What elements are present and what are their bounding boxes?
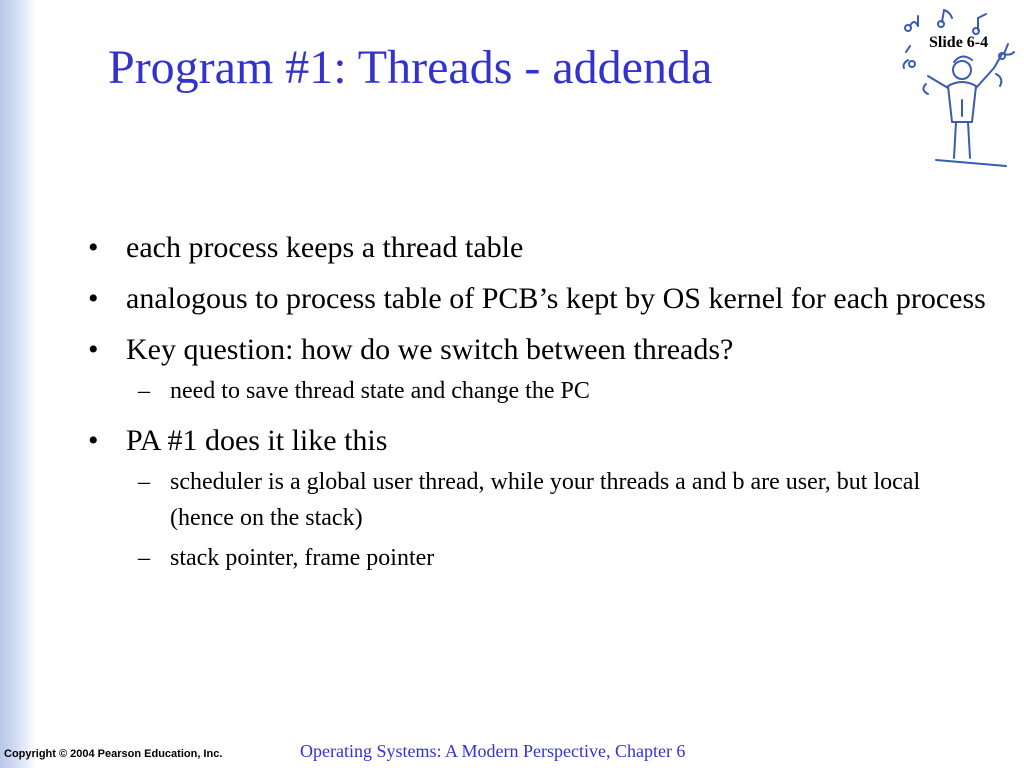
sub-bullet-item <box>86 464 986 536</box>
dash-marker: – <box>138 545 150 571</box>
sub-bullet-text: need to save thread state and change the PC <box>170 378 590 404</box>
bullet-text: PA #1 does it like this <box>126 424 388 457</box>
bullet-marker: • <box>88 424 99 457</box>
copyright-text: Copyright © 2004 Pearson Education, Inc. <box>4 748 223 760</box>
book-title-footer: Operating Systems: A Modern Perspective, Chapter 6 <box>300 741 686 761</box>
sub-bullet-item <box>86 540 986 576</box>
slide-number: Slide 6-4 <box>929 34 989 51</box>
sub-bullet-text: stack pointer, frame pointer <box>170 545 435 571</box>
bullet-marker: • <box>88 282 99 315</box>
bullet-item <box>86 328 986 371</box>
dash-marker: – <box>138 469 150 495</box>
dash-marker: – <box>138 378 150 404</box>
sub-bullet-text: scheduler is a global user thread, while your threads a and b are user, but local (hence on the stack) <box>170 469 921 531</box>
bullet-item <box>86 277 986 320</box>
bullet-item <box>86 226 986 269</box>
bullet-text: each process keeps a thread table <box>126 231 524 264</box>
sub-bullet-item <box>86 373 986 409</box>
bullet-list <box>86 226 986 586</box>
slide-title: Program #1: Threads - addenda <box>108 41 713 94</box>
left-gradient-bar <box>0 0 36 768</box>
bullet-item <box>86 419 986 462</box>
bullet-text: Key question: how do we switch between threads? <box>126 333 734 366</box>
bullet-marker: • <box>88 231 99 264</box>
bullet-text: analogous to process table of PCB’s kept by OS kernel for each process <box>126 282 986 315</box>
bullet-marker: • <box>88 333 99 366</box>
conductor-music-notes-icon <box>896 4 1024 172</box>
